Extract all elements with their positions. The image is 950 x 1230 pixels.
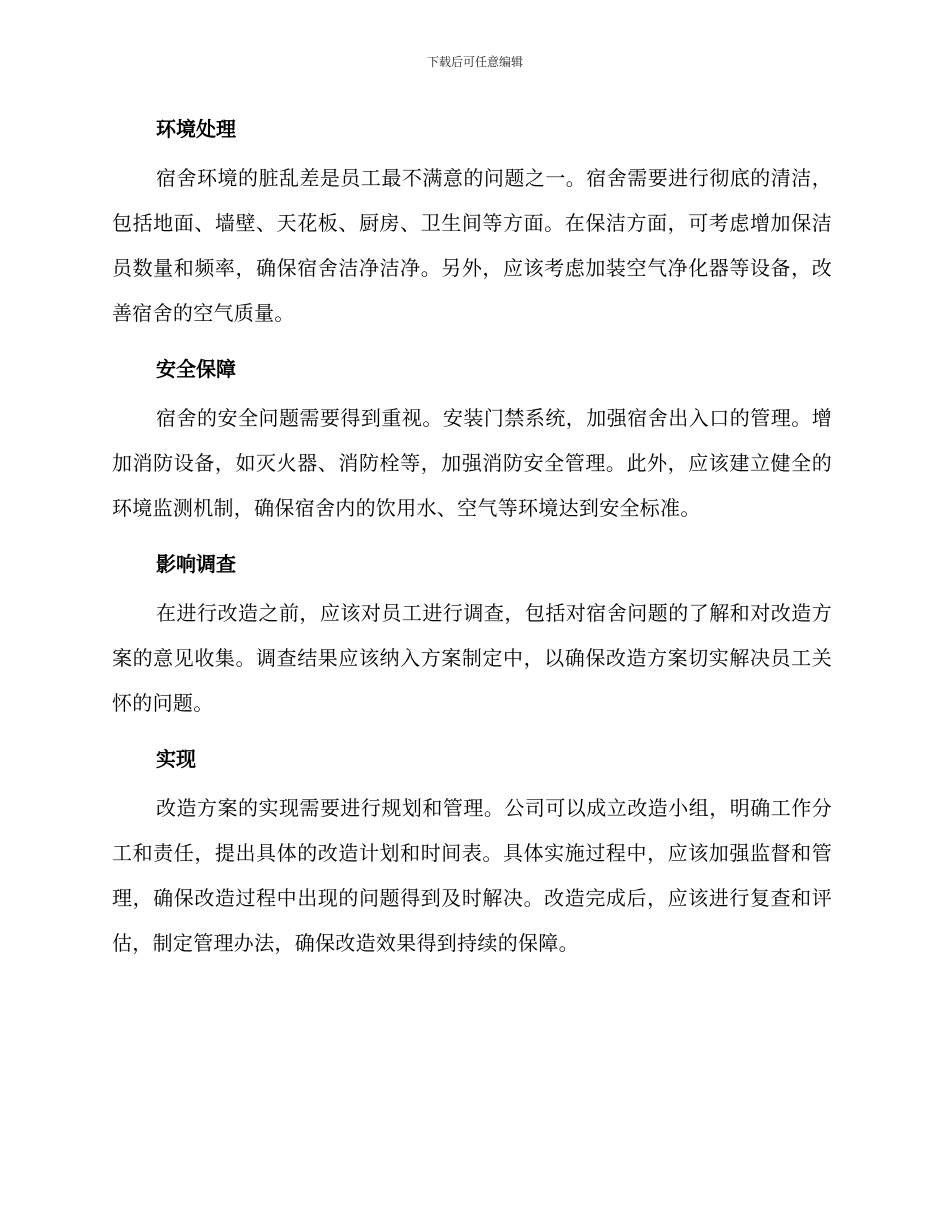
- section-paragraph-safety: 宿舍的安全问题需要得到重视。安装门禁系统，加强宿舍出入口的管理。增加消防设备，如灭火器、消防栓等，加强消防安全管理。此外，应该建立健全的环境监测机制，确保宿舍内的饮用水、空气等环境达到安全标准。: [112, 406, 832, 520]
- section-title-safety: 安全保障: [156, 357, 236, 381]
- section-paragraph-implementation: 改造方案的实现需要进行规划和管理。公司可以成立改造小组，明确工作分工和责任，提出具体的改造计划和时间表。具体实施过程中，应该加强监督和管理，确保改造过程中出现的问题得到及时解决。改造完成后，应该进行复查和评估，制定管理办法，确保改造效果得到持续的保障。: [112, 796, 832, 955]
- section-paragraph-environment: 宿舍环境的脏乱差是员工最不满意的问题之一。宿舍需要进行彻底的清洁，包括地面、墙壁、天花板、厨房、卫生间等方面。在保洁方面，可考虑增加保洁员数量和频率，确保宿舍洁净洁净。另外，应该考虑加装空气净化器等设备，改善宿舍的空气质量。: [112, 166, 832, 325]
- section-title-survey: 影响调查: [156, 552, 236, 576]
- section-title-implementation: 实现: [156, 747, 196, 771]
- document-body: [112, 112, 832, 982]
- section-paragraph-survey: 在进行改造之前，应该对员工进行调查，包括对宿舍问题的了解和对改造方案的意见收集。调查结果应该纳入方案制定中，以确保改造方案切实解决员工关怀的问题。: [112, 601, 832, 715]
- page-header-note: 下载后可任意编辑: [426, 55, 523, 69]
- section-title-environment: 环境处理: [156, 117, 236, 141]
